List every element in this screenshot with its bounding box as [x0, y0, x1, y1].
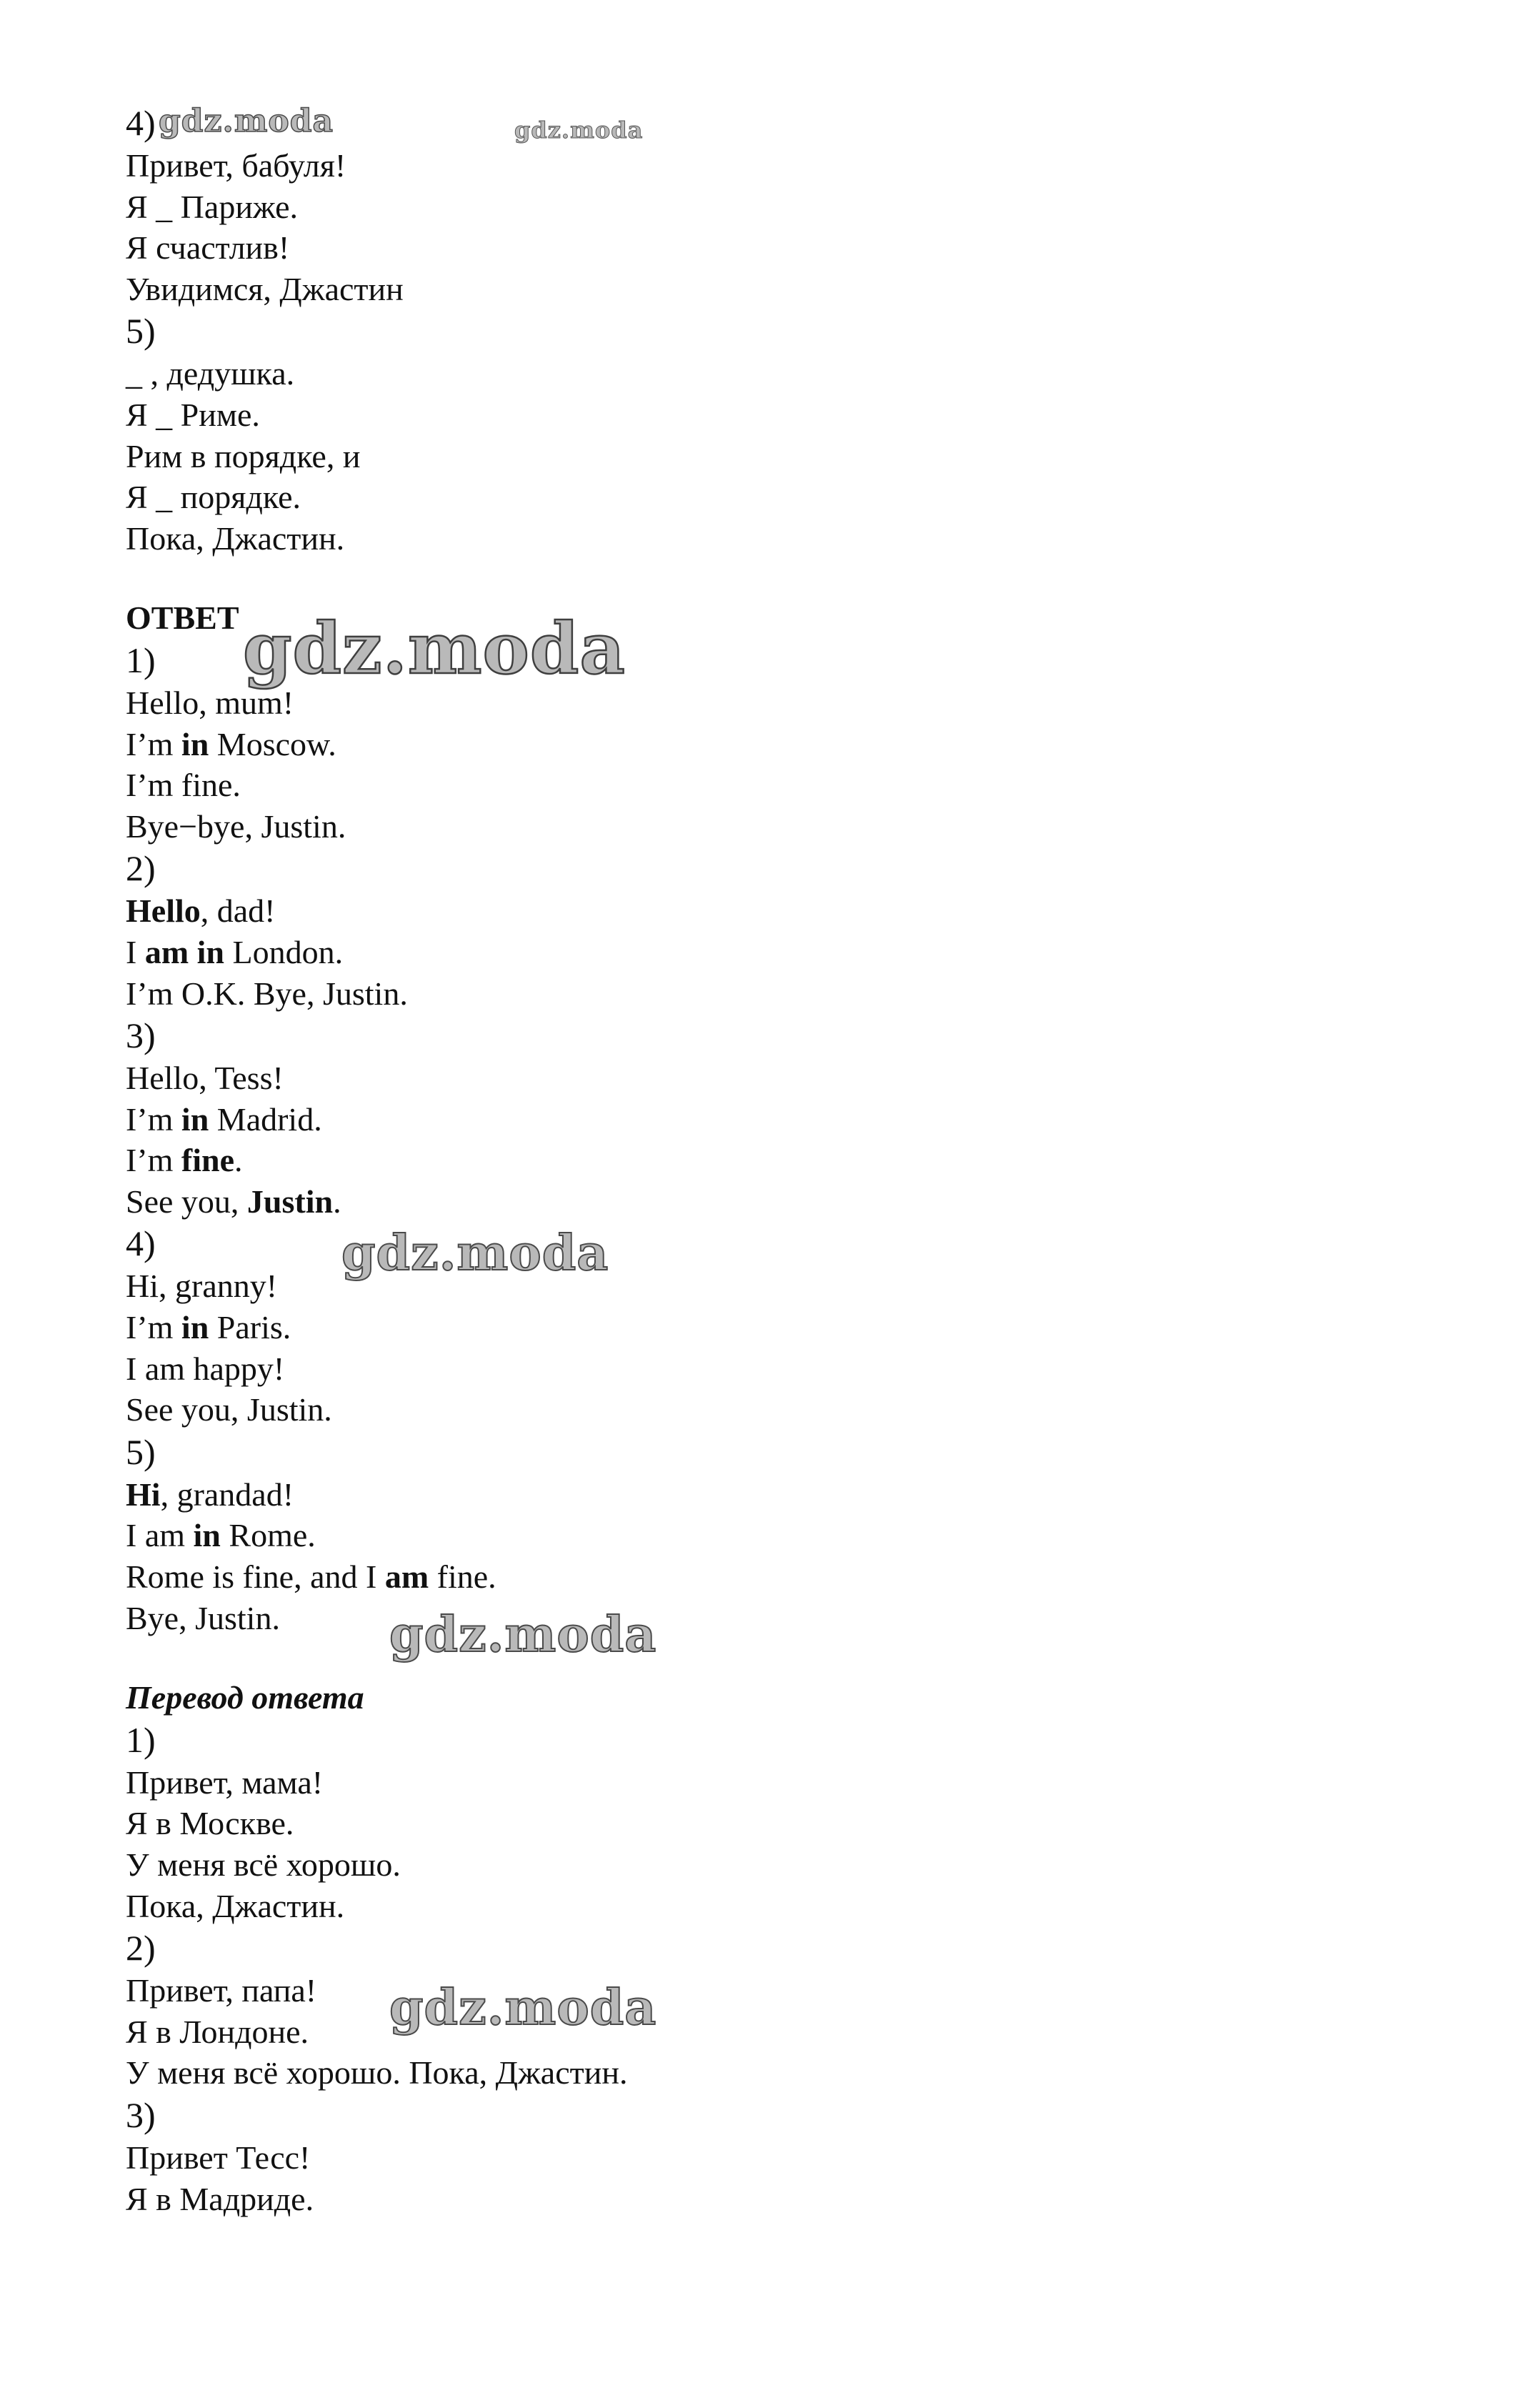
text-span: Paris. — [209, 1309, 291, 1346]
item-number: 2) — [126, 1928, 156, 1969]
text-span: fine. — [429, 1558, 496, 1596]
bold-answer: fine — [181, 1142, 235, 1179]
item-number: 3) — [126, 2094, 156, 2135]
text-line: Привет, папа! — [126, 1972, 317, 2009]
text-line: Пока, Джастин. — [126, 1887, 345, 1924]
text-line — [126, 1474, 1340, 1516]
answer-heading: ОТВЕТ — [126, 599, 239, 637]
text-line: Я счастлив! — [126, 229, 290, 267]
bold-answer: Justin — [246, 1183, 334, 1220]
text-line: Привет, бабуля! — [126, 147, 346, 184]
bold-answer: in — [181, 1100, 209, 1138]
text-line: Hi, granny! — [126, 1268, 278, 1305]
text-span: Madrid. — [209, 1100, 322, 1138]
text-span: I — [126, 933, 145, 970]
item-number: 2) — [126, 848, 156, 889]
text-span: . — [333, 1183, 341, 1220]
text-line — [126, 1556, 1340, 1598]
item-number: 5) — [126, 311, 156, 352]
watermark-logo: gdz.moda — [389, 1979, 657, 2036]
text-line — [126, 890, 1340, 932]
text-line: Привет Тесс! — [126, 2139, 311, 2176]
text-line: У меня всё хорошо. Пока, Джастин. — [126, 2054, 628, 2091]
text-span: I am — [126, 1517, 194, 1554]
item-number: 1) — [126, 640, 156, 680]
text-line: Увидимся, Джастин — [126, 270, 404, 307]
watermark-logo: gdz.moda — [159, 103, 334, 139]
item-number: 3) — [126, 1015, 156, 1056]
document-content — [126, 101, 1340, 2219]
section-gap — [126, 1638, 1340, 1677]
text-line: Я _ Риме. — [126, 396, 260, 433]
bold-answer: in — [181, 1309, 209, 1346]
item-number: 4) — [126, 103, 156, 143]
bold-answer: in — [181, 725, 209, 762]
text-span: See you, — [126, 1183, 247, 1220]
text-line: Hello, mum! — [126, 684, 294, 721]
text-span: London. — [224, 933, 344, 970]
text-line: See you, Justin. — [126, 1391, 332, 1428]
text-line: Рим в порядке, и — [126, 437, 361, 474]
text-span: I’m — [126, 1100, 181, 1138]
text-span: . — [234, 1142, 243, 1179]
bold-answer: Hello — [126, 892, 201, 930]
watermark-logo: gdz.moda — [341, 1225, 609, 1282]
text-span: , dad! — [200, 892, 276, 930]
text-line — [126, 932, 1340, 973]
text-span: Rome is fine, and I — [126, 1558, 385, 1596]
text-span: Moscow. — [209, 725, 336, 762]
watermark-logo: gdz.moda — [389, 1606, 657, 1663]
text-span: I’m — [126, 725, 181, 762]
text-span: I’m — [126, 1142, 181, 1179]
watermark-logo: gdz.moda — [514, 116, 644, 144]
text-line: Hello, Tess! — [126, 1060, 284, 1097]
text-line: I am happy! — [126, 1350, 285, 1387]
item-number: 5) — [126, 1431, 156, 1472]
text-line: I’m fine. — [126, 767, 241, 804]
text-span: I’m — [126, 1309, 181, 1346]
text-line: Я в Москве. — [126, 1805, 294, 1842]
bold-answer: Hi — [126, 1476, 161, 1513]
text-line — [126, 1181, 1340, 1223]
bold-answer: in — [193, 1517, 221, 1554]
text-line: Я _ Париже. — [126, 188, 299, 225]
text-line: Я в Мадриде. — [126, 2180, 314, 2217]
watermark-logo: gdz.moda — [243, 608, 626, 690]
text-line: Привет, мама! — [126, 1763, 324, 1801]
text-line — [126, 1515, 1340, 1556]
text-line: Bye, Justin. — [126, 1599, 280, 1636]
text-line — [126, 724, 1340, 765]
text-line: Пока, Джастин. — [126, 519, 345, 557]
text-line: Bye−bye, Justin. — [126, 807, 346, 845]
item-number: 4) — [126, 1223, 156, 1264]
text-line: _ , дедушка. — [126, 355, 295, 392]
text-line: Я в Лондоне. — [126, 2013, 309, 2050]
bold-answer: am — [384, 1558, 429, 1596]
text-span: , grandad! — [160, 1476, 294, 1513]
text-span: Rome. — [220, 1517, 316, 1554]
text-line: I’m O.K. Bye, Justin. — [126, 975, 408, 1012]
text-line — [126, 1099, 1340, 1140]
text-line: У меня всё хорошо. — [126, 1846, 401, 1883]
section-gap — [126, 559, 1340, 597]
item-number: 1) — [126, 1719, 156, 1760]
text-line: Я _ порядке. — [126, 479, 301, 516]
text-line — [126, 1307, 1340, 1348]
text-line — [126, 1140, 1340, 1181]
translation-heading: Перевод ответа — [126, 1679, 364, 1716]
bold-answer: am in — [144, 933, 225, 970]
